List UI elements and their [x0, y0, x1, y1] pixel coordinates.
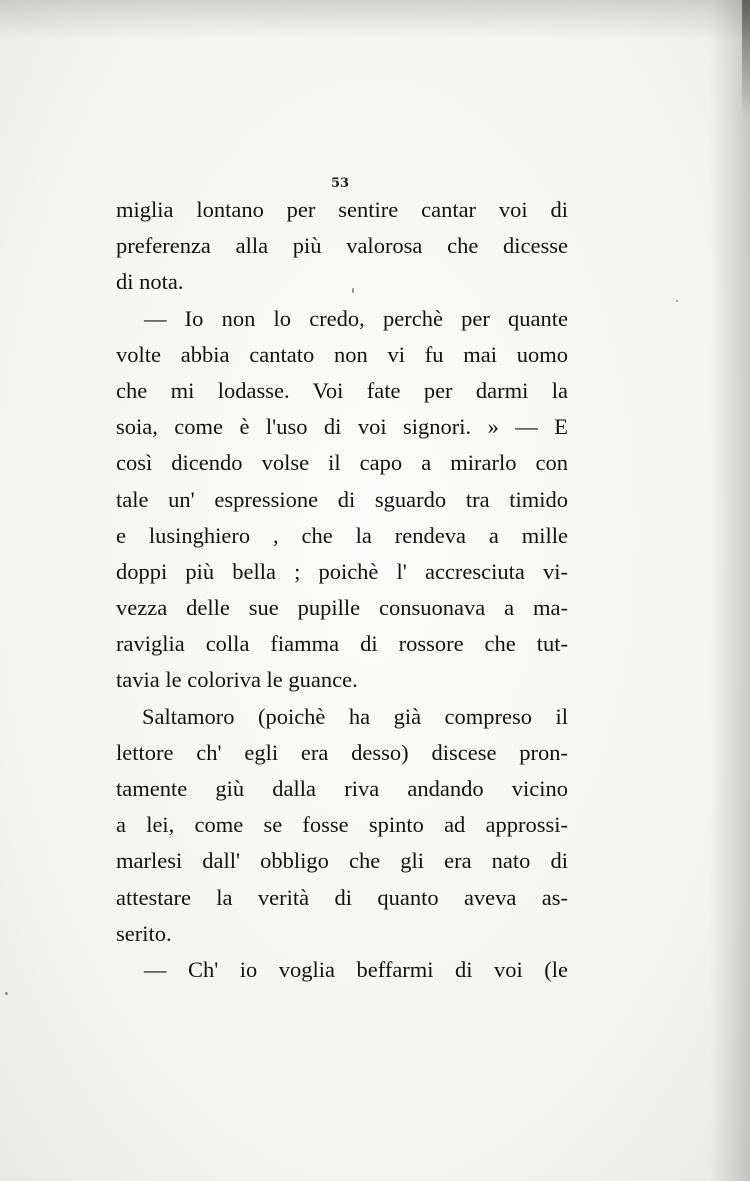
paper-speck — [676, 300, 678, 302]
text-line: miglia lontano per sentire cantar voi di — [116, 197, 568, 222]
scan-shadow-right — [710, 0, 750, 1181]
text-line: tale un' espressione di sguardo tra timido — [116, 486, 568, 512]
body-text — [116, 192, 568, 988]
text-line: doppi più bella ; poichè l' accresciuta vi- — [116, 558, 568, 584]
text-line: a lei, come se fosse spinto ad approssi- — [116, 812, 568, 838]
paper-speck — [5, 992, 8, 995]
text-line: Saltamoro (poichè ha già compreso il — [142, 703, 568, 729]
text-line: marlesi dall' obbligo che gli era nato di — [116, 848, 568, 874]
text-line: serito. — [116, 920, 172, 946]
text-line: attestare la verità di quanto aveva as- — [116, 884, 568, 910]
text-line: — Ch' io voglia beffarmi di voi (le — [144, 956, 568, 982]
scan-shadow-top — [0, 0, 750, 40]
text-line: raviglia colla fiamma di rossore che tut- — [116, 631, 568, 657]
text-line: che mi lodasse. Voi fate per darmi la — [116, 377, 568, 403]
text-line: lettore ch' egli era desso) discese pron- — [116, 739, 568, 765]
text-line: così dicendo volse il capo a mirarlo con — [116, 450, 568, 476]
text-line: vezza delle sue pupille consuonava a ma- — [116, 595, 568, 621]
text-line: soia, come è l'uso di voi signori. » — E — [116, 414, 568, 440]
text-line: volte abbia cantato non vi fu mai uomo — [116, 341, 568, 367]
page-number: 53 — [330, 176, 350, 191]
text-line: — Io non lo credo, perchè per quante — [144, 305, 568, 331]
scan-edge-dark — [742, 0, 750, 120]
text-line: preferenza alla più valorosa che dicesse — [116, 233, 568, 259]
text-line: tavia le coloriva le guance. — [116, 667, 358, 693]
text-line: di nota. — [116, 269, 184, 295]
text-line: e lusinghiero , che la rendeva a mille — [116, 522, 568, 548]
text-line: tamente giù dalla riva andando vicino — [116, 776, 568, 801]
